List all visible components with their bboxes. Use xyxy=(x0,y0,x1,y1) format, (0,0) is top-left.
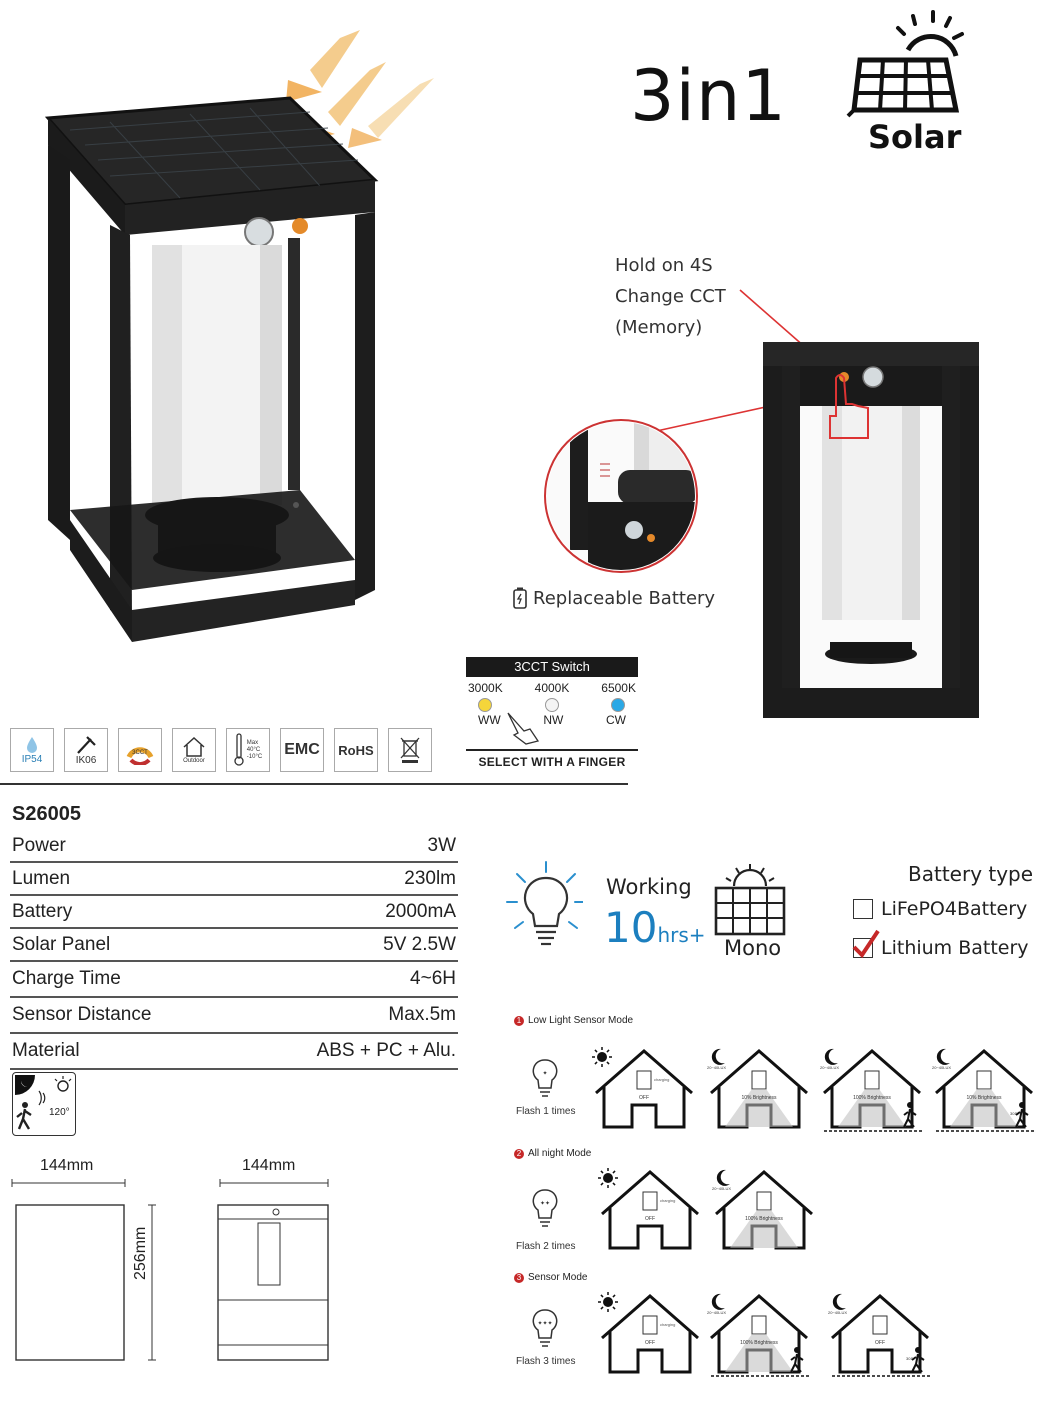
battery-icon xyxy=(513,587,527,609)
cct-3-icon xyxy=(118,728,162,772)
spec-label: Power xyxy=(12,834,66,856)
mode-3-title xyxy=(514,1272,587,1283)
house-label: OFF xyxy=(645,1340,655,1346)
mode-1-title xyxy=(514,1015,633,1026)
temp-hi-label: 40°C xyxy=(246,746,261,753)
dim-height: 256mm xyxy=(132,1226,149,1280)
mode-number-badge: 1 xyxy=(514,1016,524,1026)
ip54-icon xyxy=(10,728,54,772)
temp-max-label: Max xyxy=(246,739,259,746)
temp-lo-label: -10°C xyxy=(246,753,263,760)
solar-label: Solar xyxy=(868,118,962,156)
battery-option-label: LiFePO4Battery xyxy=(881,898,1028,920)
cct-instruction: SELECT WITH A FINGER xyxy=(466,749,638,769)
cct-3-label: 3CCT xyxy=(132,750,148,756)
house-lux-label: 20~40LUX xyxy=(707,1065,727,1070)
rohs-icon xyxy=(334,728,378,772)
spec-label: Charge Time xyxy=(12,968,121,989)
flash-label: Flash 2 times xyxy=(516,1241,576,1252)
battery-option-label: Lithium Battery xyxy=(881,937,1029,959)
spec-value: 2000mA xyxy=(385,900,456,922)
spec-row-battery xyxy=(10,896,458,929)
working-hours xyxy=(604,903,706,952)
battery-option-checkbox[interactable] xyxy=(853,899,873,919)
spec-value: 3W xyxy=(427,834,456,856)
spec-value: Max.5m xyxy=(388,1004,456,1025)
cct-switch-panel xyxy=(466,657,638,769)
spec-row-material xyxy=(10,1034,458,1070)
dimension-lines xyxy=(10,1155,340,1370)
spec-label: Battery xyxy=(12,900,73,922)
mode-number-badge: 3 xyxy=(514,1273,524,1283)
cct-dot-cool[interactable] xyxy=(611,698,625,712)
cct-codes xyxy=(466,713,638,727)
house-sec-label: 30S xyxy=(906,1356,914,1361)
flash-bulb-icon xyxy=(530,1058,560,1100)
cct-switch-title: 3CCT Switch xyxy=(466,657,638,677)
battery-option-lifepo4[interactable] xyxy=(853,898,1027,920)
section-divider xyxy=(0,783,628,785)
spec-value: 230lm xyxy=(404,867,456,889)
mode-house-diagram xyxy=(596,1290,704,1380)
product-photo-front xyxy=(30,30,450,650)
finger-tap-icon xyxy=(504,711,542,745)
hold-line-3: (Memory) xyxy=(615,317,703,338)
mode-house-diagram xyxy=(596,1166,704,1256)
cct-dot-neutral[interactable] xyxy=(545,698,559,712)
replaceable-battery-label: Replaceable Battery xyxy=(533,587,716,609)
house-label: 10% Brightness xyxy=(741,1095,777,1101)
mode-house-diagram xyxy=(818,1045,926,1135)
battery-option-lithium[interactable] xyxy=(853,937,1029,959)
spec-label: Material xyxy=(12,1040,80,1061)
house-label: OFF xyxy=(875,1340,885,1346)
spec-row-sensor-distance xyxy=(10,998,458,1034)
emc-label: EMC xyxy=(284,741,320,758)
house-label: 10% Brightness xyxy=(966,1095,1002,1101)
light-bulb-icon xyxy=(505,860,583,952)
house-label: 100% Brightness xyxy=(745,1216,783,1222)
house-extra-label: charging xyxy=(660,1198,676,1203)
house-label: OFF xyxy=(645,1216,655,1222)
flash-label: Flash 3 times xyxy=(516,1356,576,1367)
mode-house-diagram xyxy=(705,1290,813,1380)
checkmark-icon xyxy=(852,929,880,959)
cct-temp-neutral: 4000K xyxy=(534,681,570,695)
battery-option-checkbox-checked[interactable] xyxy=(853,938,873,958)
mode-number-badge: 2 xyxy=(514,1149,524,1159)
cct-dots xyxy=(466,695,638,713)
flash-label: Flash 1 times xyxy=(516,1106,576,1117)
replaceable-battery-note xyxy=(513,587,715,609)
dim-width-front: 144mm xyxy=(40,1157,94,1174)
house-lux-label: 20~40LUX xyxy=(707,1310,727,1315)
house-label: OFF xyxy=(639,1095,649,1101)
house-lux-label: 20~40LUX xyxy=(828,1310,848,1315)
model-number: S26005 xyxy=(12,803,81,825)
spec-label: Lumen xyxy=(12,867,71,889)
house-sec-label: 30S xyxy=(1010,1111,1018,1116)
spec-row-lumen xyxy=(10,863,458,896)
mode-house-diagram xyxy=(930,1045,1038,1135)
outdoor-icon xyxy=(172,728,216,772)
house-extra-label: charging xyxy=(660,1322,676,1327)
ik06-icon xyxy=(64,728,108,772)
dim-width-side: 144mm xyxy=(242,1157,296,1174)
spec-value: 4~6H xyxy=(410,968,456,989)
mono-label: Mono xyxy=(724,936,782,960)
flash-bulb-icon xyxy=(530,1308,560,1350)
ip54-label: IP54 xyxy=(21,753,43,765)
working-hours-suffix: hrs+ xyxy=(657,923,706,947)
spec-value: 5V 2.5W xyxy=(383,933,456,955)
mode-house-diagram xyxy=(590,1045,698,1135)
mono-panel-icon xyxy=(712,862,788,938)
mode-house-diagram xyxy=(826,1290,934,1380)
hold-line-1: Hold on 4S xyxy=(615,255,713,276)
weee-bin-icon xyxy=(388,728,432,772)
spec-row-power xyxy=(10,830,458,863)
certification-icons xyxy=(10,728,432,772)
house-label: 100% Brightness xyxy=(853,1095,891,1101)
working-hours-value: 10 xyxy=(604,903,658,952)
rohs-label: RoHS xyxy=(338,742,374,758)
dimension-drawing xyxy=(10,1155,340,1370)
cct-code-cw: CW xyxy=(606,713,626,727)
mode-house-diagram xyxy=(705,1045,813,1135)
svg-text:✦✦: ✦✦ xyxy=(539,1201,551,1207)
cct-temps xyxy=(466,677,638,695)
hold-line-2: Change CCT xyxy=(615,286,726,307)
flash-bulb-icon xyxy=(530,1188,560,1230)
hero-title: 3in1 xyxy=(630,55,787,137)
temperature-icon xyxy=(226,728,270,772)
sensor-angle-label: 120° xyxy=(49,1107,70,1118)
spec-label: Solar Panel xyxy=(12,933,111,955)
cct-temp-warm: 3000K xyxy=(468,681,503,695)
house-lux-label: 20~40LUX xyxy=(932,1065,952,1070)
working-label: Working xyxy=(606,875,692,899)
house-lux-label: 20~40LUX xyxy=(820,1065,840,1070)
cct-temp-cool: 6500K xyxy=(601,681,636,695)
outdoor-label: Outdoor xyxy=(183,758,205,764)
cct-dot-warm[interactable] xyxy=(478,698,492,712)
spec-table xyxy=(10,830,458,1070)
mode-title-label: Sensor Mode xyxy=(528,1272,588,1283)
cct-code-ww: WW xyxy=(478,713,501,727)
mode-title-label: All night Mode xyxy=(528,1148,592,1159)
mode-2-title xyxy=(514,1148,591,1159)
house-label: 100% Brightness xyxy=(740,1340,778,1346)
spec-row-solar-panel xyxy=(10,929,458,962)
ik06-label: IK06 xyxy=(75,754,97,766)
house-lux-label: 20~40LUX xyxy=(712,1186,732,1191)
spec-label: Sensor Distance xyxy=(12,1004,152,1025)
mode-title-label: Low Light Sensor Mode xyxy=(528,1015,634,1026)
svg-text:✦✦✦: ✦✦✦ xyxy=(537,1321,553,1327)
emc-icon xyxy=(280,728,324,772)
spec-value: ABS + PC + Alu. xyxy=(316,1040,456,1061)
battery-type-title: Battery type xyxy=(908,862,1034,886)
house-extra-label: charging xyxy=(654,1077,670,1082)
motion-sensor-icon xyxy=(12,1072,76,1136)
mode-house-diagram xyxy=(710,1166,818,1256)
cct-code-nw: NW xyxy=(543,713,564,727)
spec-row-charge-time xyxy=(10,962,458,998)
svg-text:✦: ✦ xyxy=(542,1071,548,1077)
